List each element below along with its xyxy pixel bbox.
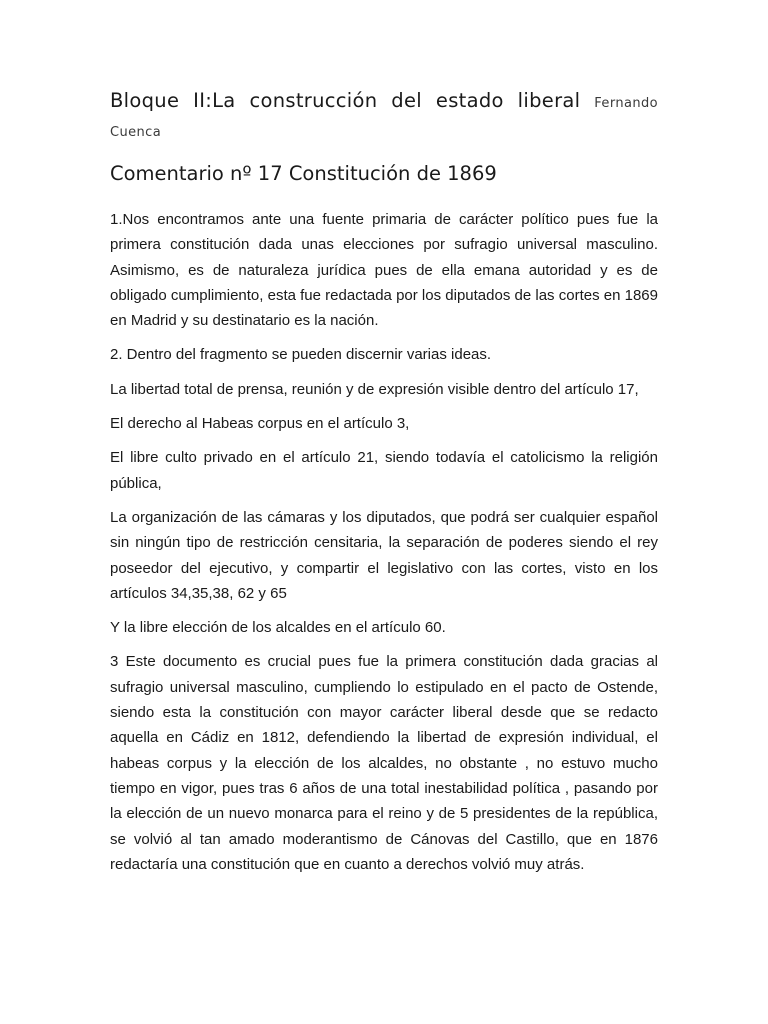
paragraph-1: 1.Nos encontramos ante una fuente primaria de carácter político pues fue la primera constitución dada unas elecciones por sufragio universal masculino. Asimismo, es de naturaleza jurídica pues de ella emana autoridad y es de obligado cumplimiento, esta fue redactada por los diputados de las cortes en 1869 en Madrid y su destinatario es la nación. [110, 211, 658, 330]
document-subtitle: Comentario nº 17 Constitución de 1869 [110, 162, 497, 185]
paragraph-2: 2. Dentro del fragmento se pueden discernir varias ideas. [110, 346, 492, 364]
paragraph-3: La libertad total de prensa, reunión y de expresión visible dentro del artículo 17, [110, 380, 639, 398]
document-page [110, 86, 658, 877]
author-first-name: Fernando [594, 96, 658, 111]
paragraph-4: El derecho al Habeas corpus en el artículo 3, [110, 415, 410, 433]
paragraph-5: El libre culto privado en el artículo 21, siendo todavía el catolicismo la religión pública, [110, 449, 658, 492]
paragraph-6: La organización de las cámaras y los diputados, que podrá ser cualquier español sin ningún tipo de restricción censitaria, la separación de poderes siendo el rey poseedor del ejecutivo, y compartir el legislativo con las cortes, visto en los artículos 34,35,38, 62 y 65 [110, 508, 658, 602]
paragraph-8: 3 Este documento es crucial pues fue la primera constitución dada gracias al sufragio universal masculino, cumpliendo lo estipulado en el pacto de Ostende, siendo esta la constitución con mayor carácter liberal desde que se redacto aquella en Cádiz en 1812, defendiendo la libertad de expresión individual, el habeas corpus y la elección de los alcaldes, no obstante , no estuvo mucho tiempo en vigor, pues tras 6 años de una total inestabilidad política , pasando por la elección de un nuevo monarca para el reino y de 5 presidentes de la república, se volvió al tan amado moderantismo de Cánovas del Castillo, que en 1876 redactaría una constitución que en cuanto a derechos volvió muy atrás. [110, 653, 658, 873]
author-last-name: Cuenca [110, 125, 162, 140]
paragraph-7: Y la libre elección de los alcaldes en el artículo 60. [110, 619, 446, 637]
document-heading: Bloque II:La construcción del estado liberal [110, 89, 581, 112]
document-heading-line [110, 86, 658, 119]
